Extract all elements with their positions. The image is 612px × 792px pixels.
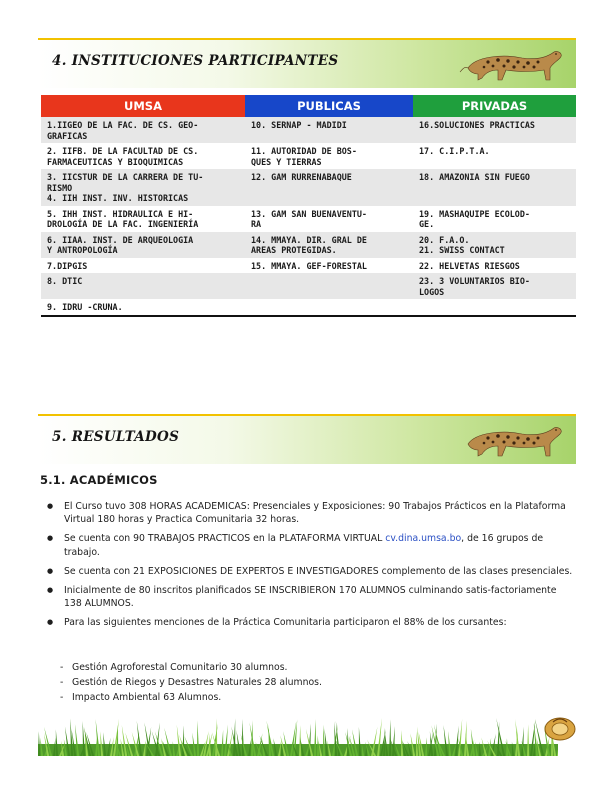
table-row [41,232,576,258]
table-row [41,143,576,169]
table-cell [413,299,576,315]
table-cell [245,273,413,299]
table-bottom-rule [41,315,576,317]
table-cell: 16.SOLUCIONES PRACTICAS [419,120,535,130]
grass-border [38,714,558,756]
list-item [47,532,573,558]
table-cell: 5. IHH INST. HIDRAULICA E HI- DROLOGÍA DE LA FAC. INGENIERÍA [47,208,199,229]
table-row [41,117,576,143]
table-cell: 10. SERNAP - MADIDI [251,120,347,130]
table-row [41,299,576,315]
table-header-row [41,95,576,117]
list-item: - Impacto Ambiental 63 Alumnos. [60,692,222,703]
table-cell: 11. AUTORIDAD DE BOS- QUES Y TIERRAS [251,146,357,167]
table-row [41,273,576,299]
table-cell: 14. MMAYA. DIR. GRAL DE AREAS PROTEGIDAS. [251,234,367,255]
table-cell: 17. C.I.P.T.A. [419,146,490,156]
mention-text: Gestión de Riegos y Desastres Naturales 28 alumnos. [72,677,322,688]
table-row [41,169,576,206]
table-cell: 1.IIGEO DE LA FAC. DE CS. GEO- GRAFICAS [47,120,199,141]
table-cell: 2. IIFB. DE LA FACULTAD DE CS. FARMACEUTICAS Y BIOQUIMICAS [47,146,199,167]
table-cell: 23. 3 VOLUNTARIOS BIO- LOGOS [419,276,530,297]
page-logo [543,714,577,742]
institutions-table [41,95,576,317]
platform-link[interactable]: cv.dina.umsa.bo [385,533,462,545]
mention-text: Impacto Ambiental 63 Alumnos. [72,692,222,703]
ocelot-image [458,418,570,462]
results-bullet-list [47,500,573,636]
mention-text: Gestión Agroforestal Comunitario 30 alumnos. [72,662,288,673]
table-body [41,117,576,315]
header-publicas: PUBLICAS [245,95,413,117]
header-privadas: PRIVADAS [413,95,576,117]
table-cell: 22. HELVETAS RIESGOS [419,260,520,271]
table-cell: 13. GAM SAN BUENAVENTU- RA [251,208,367,229]
section-5-title: 5. RESULTADOS [52,429,180,445]
table-cell: 8. DTIC [47,276,83,286]
table-row [41,258,576,274]
table-cell: 3. IICSTUR DE LA CARRERA DE TU- RISMO 4. IIH INST. INV. HISTORICAS [47,172,204,203]
table-cell: 9. IDRU -CRUNA. [47,302,123,312]
table-cell: 15. MMAYA. GEF-FORESTAL [251,260,367,271]
table-cell: 20. F.A.O. 21. SWISS CONTACT [419,234,505,255]
section-5-banner [38,414,576,464]
list-item: ● El Curso tuvo 308 HORAS ACADEMICAS: Presenciales y Exposiciones: 90 Trabajos Prácticos en la Plataforma Virtual 180 horas y Practica Comunitaria 32 horas. [47,500,573,526]
bullet-text: Se cuenta con 90 TRABAJOS PRACTICOS en la PLATAFORMA VIRTUAL [64,533,386,545]
academic-subtitle: 5.1. ACADÉMICOS [40,473,158,487]
list-item: ● Inicialmente de 80 inscritos planificados SE INSCRIBIERON 170 ALUMNOS culminando satis-factoriamente 138 ALUMNOS. [47,584,573,610]
mention-list [60,660,322,705]
bullet-text: , de 16 grupos de trabajo. [64,533,544,558]
table-cell [245,299,413,315]
table-cell: 6. IIAA. INST. DE ARQUEOLOGIA Y ANTROPOLOGÍA [47,234,194,255]
list-item: ● Se cuenta con 21 EXPOSICIONES DE EXPERTOS E INVESTIGADORES complemento de las clases presenciales. [47,565,573,578]
table-row [41,206,576,232]
ocelot-image [458,42,570,86]
table-cell: 19. MASHAQUIPE ECOLOD- GE. [419,208,530,229]
header-umsa: UMSA [41,95,245,117]
table-cell: 18. AMAZONIA SIN FUEGO [419,172,530,182]
section-4-title: 4. INSTITUCIONES PARTICIPANTES [52,53,339,69]
table-cell: 7.DIPGIS [47,260,88,271]
table-cell: 12. GAM RURRENABAQUE [251,172,352,182]
section-4-banner [38,38,576,88]
list-item: - Gestión Agroforestal Comunitario 30 alumnos. [60,662,288,673]
list-item: ● Para las siguientes menciones de la Práctica Comunitaria participaron el 88% de los cursantes: [47,616,573,629]
list-item: - Gestión de Riegos y Desastres Naturales 28 alumnos. [60,677,322,688]
